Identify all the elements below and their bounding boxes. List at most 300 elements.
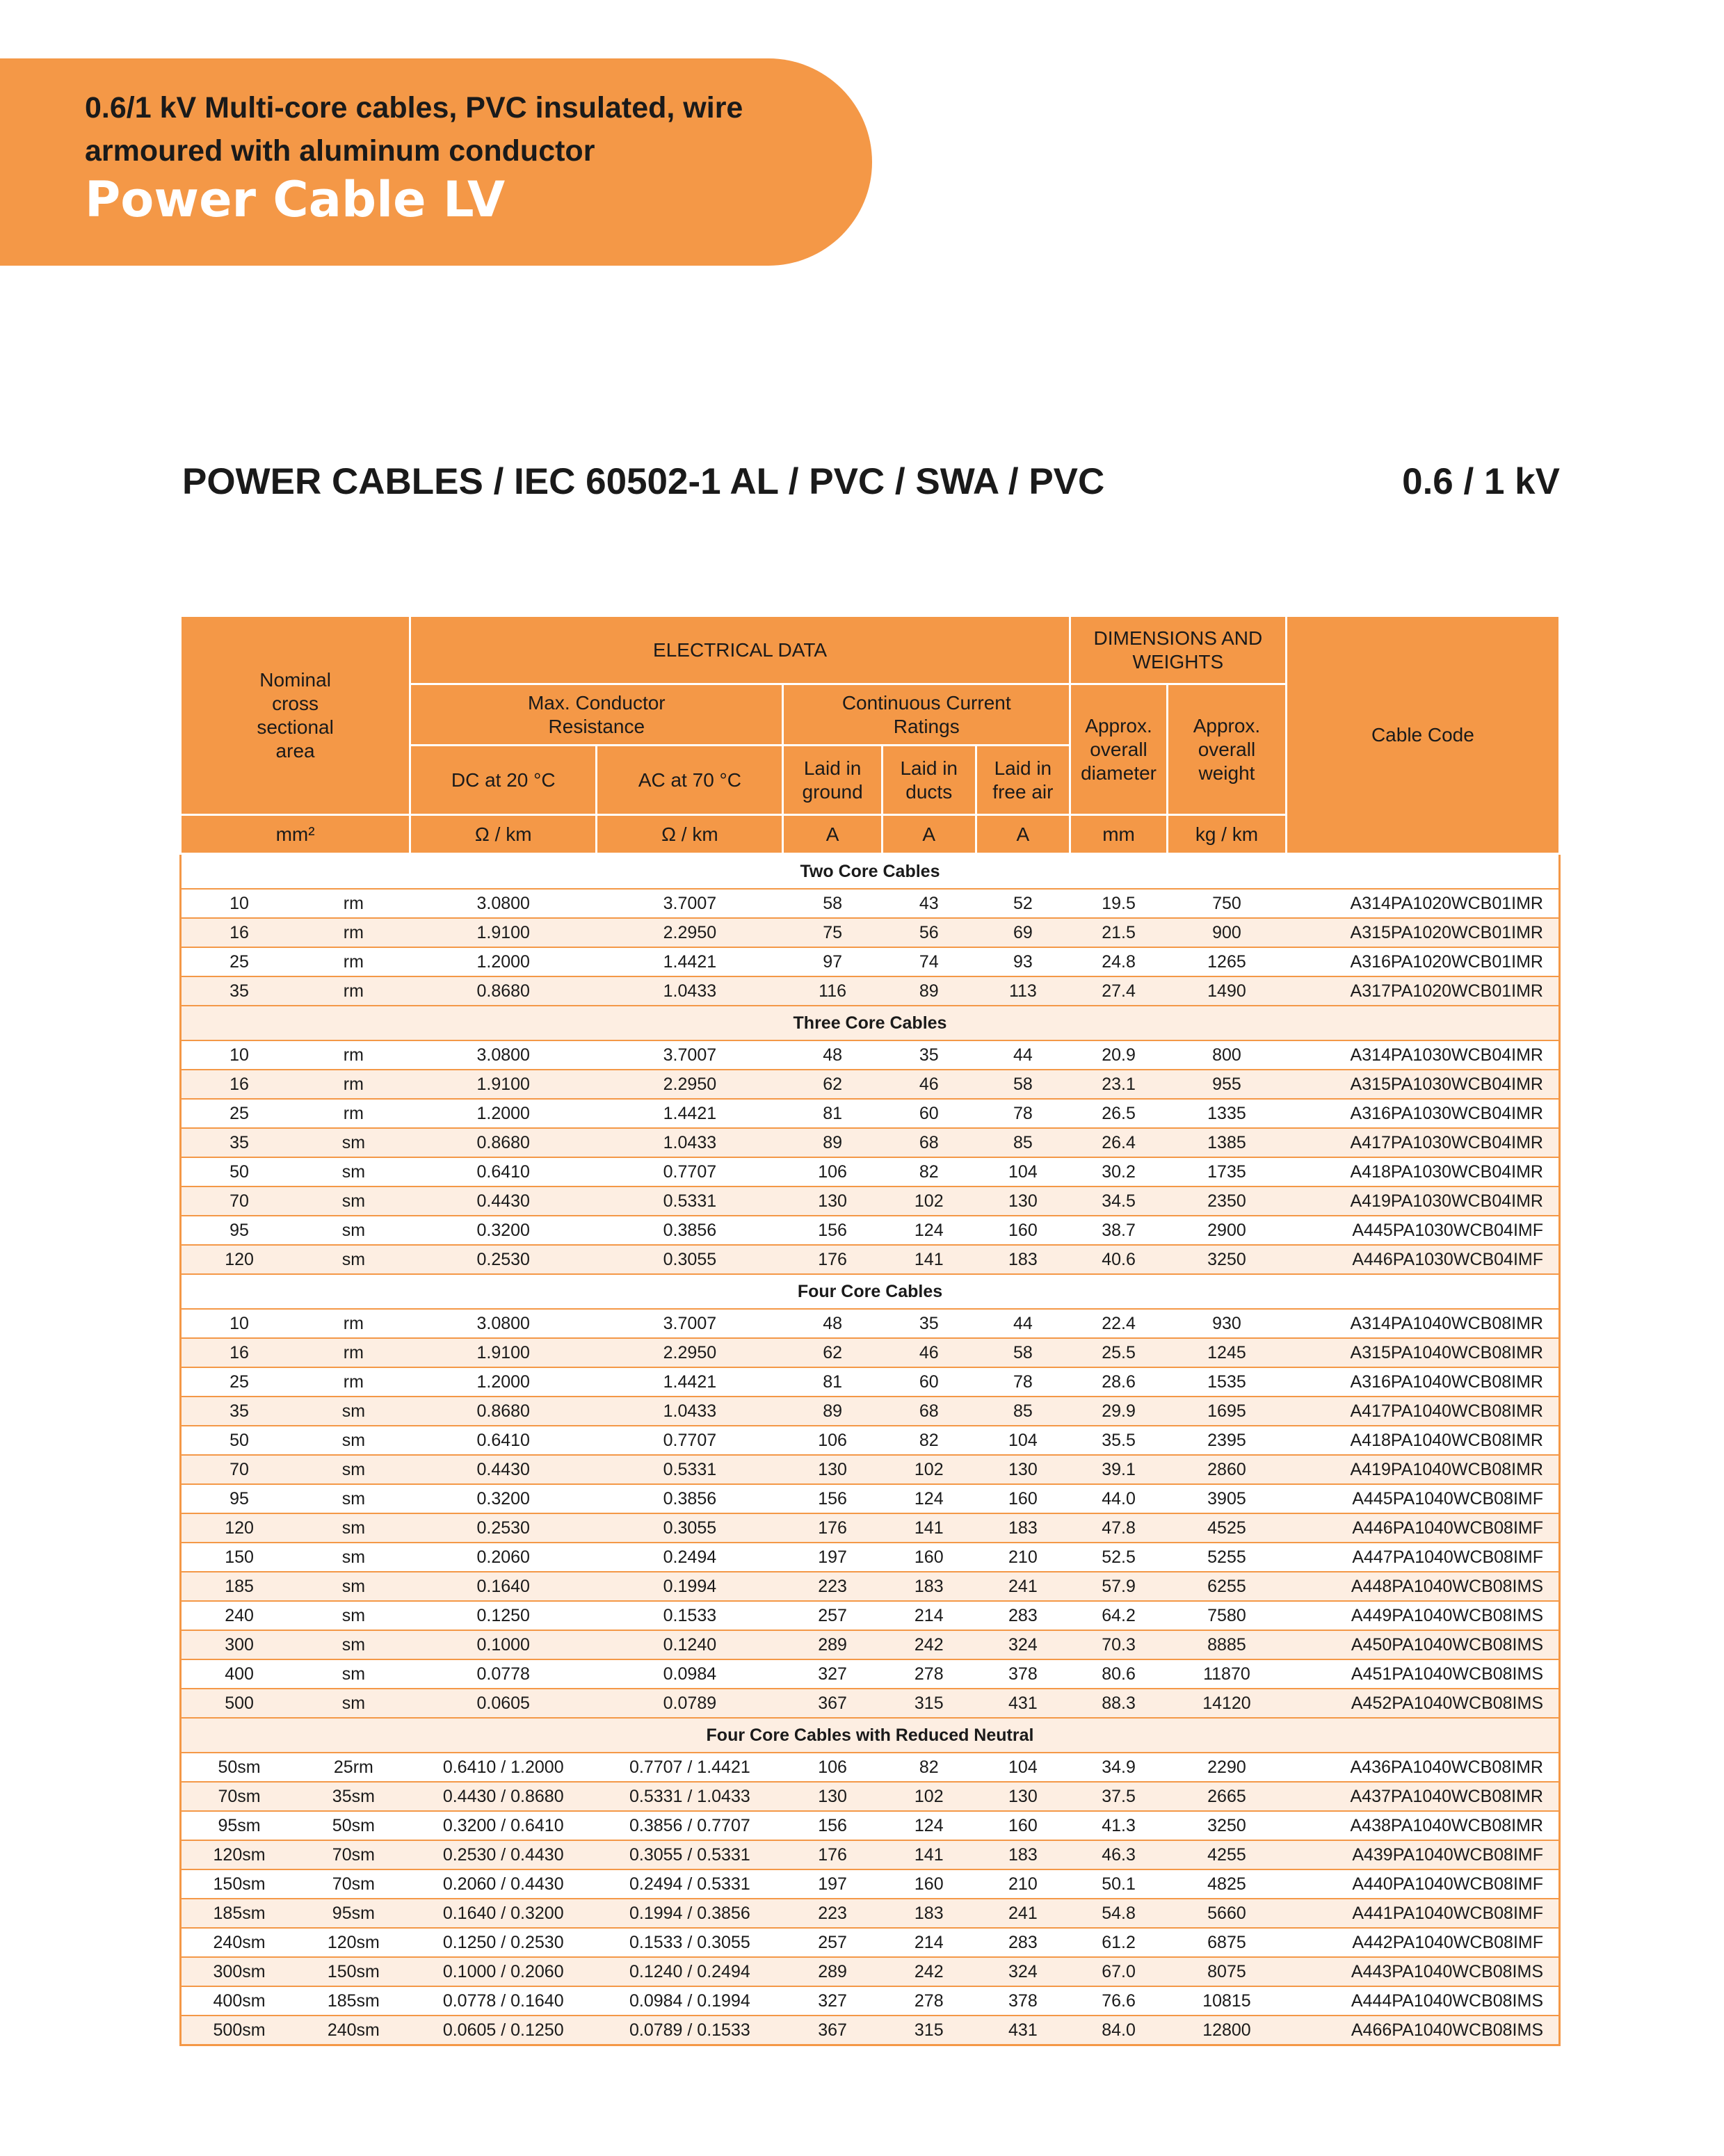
table-row xyxy=(181,1957,1560,1986)
cell-diameter: 19.5 xyxy=(1070,889,1167,918)
table-body xyxy=(181,854,1560,2045)
cell-laid-air: 44 xyxy=(976,1040,1070,1070)
cell-laid-air: 78 xyxy=(976,1099,1070,1128)
cell-area: 25 xyxy=(181,947,298,976)
cell-ac-resistance: 0.1240 xyxy=(597,1630,783,1659)
cell-area: 120sm xyxy=(181,1840,298,1869)
cell-area: 120 xyxy=(181,1513,298,1543)
cell-laid-ground: 89 xyxy=(783,1128,882,1157)
cable-spec-table xyxy=(179,615,1561,2046)
banner-title: Power Cable LV xyxy=(85,171,506,228)
cell-laid-ground: 176 xyxy=(783,1513,882,1543)
cell-laid-ground: 289 xyxy=(783,1630,882,1659)
cell-laid-air: 283 xyxy=(976,1928,1070,1957)
cell-conductor-type: rm xyxy=(297,889,410,918)
cell-laid-air: 85 xyxy=(976,1128,1070,1157)
cell-dc-resistance: 3.0800 xyxy=(410,889,597,918)
cell-dc-resistance: 0.1000 xyxy=(410,1630,597,1659)
cell-laid-ducts: 242 xyxy=(882,1630,976,1659)
cell-diameter: 22.4 xyxy=(1070,1309,1167,1338)
table-row xyxy=(181,918,1560,947)
cell-laid-ducts: 102 xyxy=(882,1186,976,1216)
cell-weight: 4525 xyxy=(1168,1513,1287,1543)
cell-ac-resistance: 0.0984 / 0.1994 xyxy=(597,1986,783,2016)
cell-weight: 4255 xyxy=(1168,1840,1287,1869)
cell-dc-resistance: 1.2000 xyxy=(410,947,597,976)
cell-conductor-type: 185sm xyxy=(297,1986,410,2016)
cell-weight: 5255 xyxy=(1168,1543,1287,1572)
cell-laid-ducts: 35 xyxy=(882,1040,976,1070)
cell-laid-ducts: 102 xyxy=(882,1782,976,1811)
cell-weight: 6255 xyxy=(1168,1572,1287,1601)
cell-conductor-type: 240sm xyxy=(297,2016,410,2045)
cell-dc-resistance: 0.0778 / 0.1640 xyxy=(410,1986,597,2016)
header-banner xyxy=(0,58,872,266)
cell-cable-code: A316PA1020WCB01IMR xyxy=(1286,947,1559,976)
cell-laid-air: 104 xyxy=(976,1426,1070,1455)
cell-dc-resistance: 3.0800 xyxy=(410,1040,597,1070)
cell-laid-air: 283 xyxy=(976,1601,1070,1630)
cell-laid-ducts: 183 xyxy=(882,1572,976,1601)
cell-ac-resistance: 0.0984 xyxy=(597,1659,783,1689)
table-row xyxy=(181,1543,1560,1572)
cell-conductor-type: sm xyxy=(297,1513,410,1543)
section-header-row xyxy=(181,1718,1560,1753)
cell-laid-ducts: 183 xyxy=(882,1899,976,1928)
cell-cable-code: A442PA1040WCB08IMF xyxy=(1286,1928,1559,1957)
unit-ac: Ω / km xyxy=(597,815,783,854)
cell-weight: 12800 xyxy=(1168,2016,1287,2045)
header-laid-ground: Laid in ground xyxy=(783,746,882,815)
cell-dc-resistance: 0.2060 xyxy=(410,1543,597,1572)
cell-laid-ground: 156 xyxy=(783,1216,882,1245)
cell-cable-code: A417PA1030WCB04IMR xyxy=(1286,1128,1559,1157)
cell-laid-ground: 367 xyxy=(783,1689,882,1718)
cell-conductor-type: sm xyxy=(297,1484,410,1513)
cell-ac-resistance: 0.7707 / 1.4421 xyxy=(597,1753,783,1782)
cell-area: 185 xyxy=(181,1572,298,1601)
unit-area: mm² xyxy=(181,815,410,854)
table-row xyxy=(181,1869,1560,1899)
cell-cable-code: A449PA1040WCB08IMS xyxy=(1286,1601,1559,1630)
cell-laid-ground: 130 xyxy=(783,1186,882,1216)
cell-diameter: 27.4 xyxy=(1070,976,1167,1006)
cell-weight: 1695 xyxy=(1168,1397,1287,1426)
cell-diameter: 26.4 xyxy=(1070,1128,1167,1157)
cell-laid-air: 378 xyxy=(976,1986,1070,2016)
cell-laid-ground: 89 xyxy=(783,1397,882,1426)
cell-laid-ducts: 214 xyxy=(882,1928,976,1957)
cell-laid-air: 378 xyxy=(976,1659,1070,1689)
cell-area: 400sm xyxy=(181,1986,298,2016)
cell-diameter: 67.0 xyxy=(1070,1957,1167,1986)
cell-laid-ducts: 160 xyxy=(882,1543,976,1572)
cell-laid-ground: 130 xyxy=(783,1782,882,1811)
cell-weight: 2665 xyxy=(1168,1782,1287,1811)
cell-laid-air: 130 xyxy=(976,1782,1070,1811)
table-row xyxy=(181,1630,1560,1659)
cell-laid-air: 52 xyxy=(976,889,1070,918)
cell-diameter: 34.9 xyxy=(1070,1753,1167,1782)
cell-ac-resistance: 1.4421 xyxy=(597,1099,783,1128)
table-row xyxy=(181,1128,1560,1157)
table-row xyxy=(181,1782,1560,1811)
cell-laid-ground: 81 xyxy=(783,1367,882,1397)
cell-laid-air: 85 xyxy=(976,1397,1070,1426)
cell-cable-code: A446PA1030WCB04IMF xyxy=(1286,1245,1559,1274)
cell-ac-resistance: 0.5331 / 1.0433 xyxy=(597,1782,783,1811)
cell-diameter: 34.5 xyxy=(1070,1186,1167,1216)
cell-ac-resistance: 0.2494 xyxy=(597,1543,783,1572)
table-row xyxy=(181,1099,1560,1128)
header-ac-resistance: AC at 70 °C xyxy=(597,746,783,815)
section-header-row xyxy=(181,1274,1560,1309)
cell-conductor-type: sm xyxy=(297,1157,410,1186)
cell-area: 500sm xyxy=(181,2016,298,2045)
cell-cable-code: A439PA1040WCB08IMF xyxy=(1286,1840,1559,1869)
cell-dc-resistance: 1.2000 xyxy=(410,1367,597,1397)
cell-ac-resistance: 3.7007 xyxy=(597,1040,783,1070)
cell-diameter: 38.7 xyxy=(1070,1216,1167,1245)
cell-cable-code: A445PA1040WCB08IMF xyxy=(1286,1484,1559,1513)
cell-area: 95 xyxy=(181,1216,298,1245)
cell-dc-resistance: 0.0605 / 0.1250 xyxy=(410,2016,597,2045)
header-approx-diameter: Approx. overall diameter xyxy=(1070,684,1167,815)
cell-cable-code: A466PA1040WCB08IMS xyxy=(1286,2016,1559,2045)
cell-laid-ground: 58 xyxy=(783,889,882,918)
cell-weight: 4825 xyxy=(1168,1869,1287,1899)
cell-laid-ducts: 56 xyxy=(882,918,976,947)
table-row xyxy=(181,1157,1560,1186)
cell-dc-resistance: 0.2530 xyxy=(410,1245,597,1274)
cell-ac-resistance: 0.7707 xyxy=(597,1426,783,1455)
cell-cable-code: A451PA1040WCB08IMS xyxy=(1286,1659,1559,1689)
table-row xyxy=(181,1070,1560,1099)
unit-dc: Ω / km xyxy=(410,815,597,854)
cell-ac-resistance: 2.2950 xyxy=(597,918,783,947)
cell-area: 95 xyxy=(181,1484,298,1513)
table-row xyxy=(181,1426,1560,1455)
cell-diameter: 28.6 xyxy=(1070,1367,1167,1397)
cell-laid-ducts: 315 xyxy=(882,2016,976,2045)
cell-cable-code: A418PA1040WCB08IMR xyxy=(1286,1426,1559,1455)
cell-area: 70sm xyxy=(181,1782,298,1811)
cell-diameter: 88.3 xyxy=(1070,1689,1167,1718)
cell-conductor-type: rm xyxy=(297,1367,410,1397)
cell-laid-ground: 106 xyxy=(783,1753,882,1782)
cell-ac-resistance: 0.5331 xyxy=(597,1455,783,1484)
cell-area: 10 xyxy=(181,1040,298,1070)
cell-weight: 14120 xyxy=(1168,1689,1287,1718)
cell-conductor-type: rm xyxy=(297,1309,410,1338)
cell-diameter: 52.5 xyxy=(1070,1543,1167,1572)
cell-laid-ground: 367 xyxy=(783,2016,882,2045)
cell-dc-resistance: 0.2530 xyxy=(410,1513,597,1543)
cell-weight: 1490 xyxy=(1168,976,1287,1006)
cell-conductor-type: rm xyxy=(297,1338,410,1367)
cell-ac-resistance: 0.1240 / 0.2494 xyxy=(597,1957,783,1986)
cell-cable-code: A315PA1020WCB01IMR xyxy=(1286,918,1559,947)
cell-cable-code: A419PA1040WCB08IMR xyxy=(1286,1455,1559,1484)
cell-ac-resistance: 3.7007 xyxy=(597,1309,783,1338)
cell-diameter: 70.3 xyxy=(1070,1630,1167,1659)
cell-weight: 2900 xyxy=(1168,1216,1287,1245)
cell-ac-resistance: 3.7007 xyxy=(597,889,783,918)
cell-ac-resistance: 1.0433 xyxy=(597,976,783,1006)
cell-dc-resistance: 0.6410 xyxy=(410,1426,597,1455)
cell-conductor-type: 95sm xyxy=(297,1899,410,1928)
cell-dc-resistance: 0.1640 / 0.3200 xyxy=(410,1899,597,1928)
cell-area: 25 xyxy=(181,1099,298,1128)
cell-weight: 5660 xyxy=(1168,1899,1287,1928)
cell-weight: 1265 xyxy=(1168,947,1287,976)
unit-air: A xyxy=(976,815,1070,854)
cell-laid-ducts: 74 xyxy=(882,947,976,976)
cell-laid-ground: 48 xyxy=(783,1040,882,1070)
cell-laid-ducts: 60 xyxy=(882,1367,976,1397)
cell-area: 50 xyxy=(181,1157,298,1186)
cell-cable-code: A450PA1040WCB08IMS xyxy=(1286,1630,1559,1659)
table-row xyxy=(181,1689,1560,1718)
cell-laid-air: 324 xyxy=(976,1957,1070,1986)
cell-laid-air: 324 xyxy=(976,1630,1070,1659)
cell-diameter: 84.0 xyxy=(1070,2016,1167,2045)
cell-dc-resistance: 0.3200 xyxy=(410,1484,597,1513)
cell-area: 35 xyxy=(181,1128,298,1157)
cell-conductor-type: 25rm xyxy=(297,1753,410,1782)
cell-conductor-type: sm xyxy=(297,1186,410,1216)
table-row xyxy=(181,1811,1560,1840)
cell-laid-air: 241 xyxy=(976,1572,1070,1601)
cell-laid-ground: 62 xyxy=(783,1070,882,1099)
cell-weight: 1385 xyxy=(1168,1128,1287,1157)
cell-laid-ground: 75 xyxy=(783,918,882,947)
cell-weight: 930 xyxy=(1168,1309,1287,1338)
cell-diameter: 80.6 xyxy=(1070,1659,1167,1689)
cell-dc-resistance: 1.9100 xyxy=(410,1338,597,1367)
cell-laid-ground: 223 xyxy=(783,1899,882,1928)
table-row xyxy=(181,1397,1560,1426)
cell-cable-code: A315PA1040WCB08IMR xyxy=(1286,1338,1559,1367)
cell-laid-ground: 197 xyxy=(783,1543,882,1572)
cell-area: 50 xyxy=(181,1426,298,1455)
cell-conductor-type: rm xyxy=(297,1099,410,1128)
table-row xyxy=(181,1572,1560,1601)
header-laid-air: Laid in free air xyxy=(976,746,1070,815)
cell-laid-ground: 176 xyxy=(783,1245,882,1274)
cell-weight: 10815 xyxy=(1168,1986,1287,2016)
cell-cable-code: A446PA1040WCB08IMF xyxy=(1286,1513,1559,1543)
cell-ac-resistance: 1.0433 xyxy=(597,1128,783,1157)
cell-ac-resistance: 0.5331 xyxy=(597,1186,783,1216)
cell-laid-air: 130 xyxy=(976,1186,1070,1216)
cell-laid-air: 58 xyxy=(976,1070,1070,1099)
cell-area: 300 xyxy=(181,1630,298,1659)
cell-dc-resistance: 3.0800 xyxy=(410,1309,597,1338)
table-row xyxy=(181,1367,1560,1397)
cell-weight: 8075 xyxy=(1168,1957,1287,1986)
cell-area: 25 xyxy=(181,1367,298,1397)
unit-diameter: mm xyxy=(1070,815,1167,854)
table-row xyxy=(181,1186,1560,1216)
cell-conductor-type: rm xyxy=(297,1070,410,1099)
cell-conductor-type: 120sm xyxy=(297,1928,410,1957)
cell-conductor-type: sm xyxy=(297,1572,410,1601)
cell-conductor-type: sm xyxy=(297,1216,410,1245)
cell-conductor-type: sm xyxy=(297,1128,410,1157)
cell-laid-air: 210 xyxy=(976,1543,1070,1572)
cell-ac-resistance: 0.3055 / 0.5331 xyxy=(597,1840,783,1869)
cell-cable-code: A452PA1040WCB08IMS xyxy=(1286,1689,1559,1718)
cell-laid-air: 160 xyxy=(976,1484,1070,1513)
cell-diameter: 29.9 xyxy=(1070,1397,1167,1426)
banner-subtitle: 0.6/1 kV Multi-core cables, PVC insulated, wire armoured with aluminum conductor xyxy=(85,91,743,168)
cell-laid-air: 93 xyxy=(976,947,1070,976)
cell-laid-air: 160 xyxy=(976,1811,1070,1840)
cell-cable-code: A448PA1040WCB08IMS xyxy=(1286,1572,1559,1601)
header-dimensions-weights: DIMENSIONS AND WEIGHTS xyxy=(1070,616,1286,684)
cell-cable-code: A316PA1040WCB08IMR xyxy=(1286,1367,1559,1397)
cell-laid-ducts: 46 xyxy=(882,1338,976,1367)
cell-ac-resistance: 1.0433 xyxy=(597,1397,783,1426)
cell-laid-air: 210 xyxy=(976,1869,1070,1899)
cell-laid-air: 431 xyxy=(976,2016,1070,2045)
cell-ac-resistance: 0.0789 / 0.1533 xyxy=(597,2016,783,2045)
cell-laid-ducts: 242 xyxy=(882,1957,976,1986)
cell-laid-ducts: 124 xyxy=(882,1811,976,1840)
table-row xyxy=(181,1455,1560,1484)
cell-laid-ducts: 315 xyxy=(882,1689,976,1718)
cell-dc-resistance: 0.1250 / 0.2530 xyxy=(410,1928,597,1957)
cell-weight: 2350 xyxy=(1168,1186,1287,1216)
table-row xyxy=(181,1899,1560,1928)
cell-cable-code: A443PA1040WCB08IMS xyxy=(1286,1957,1559,1986)
cell-laid-ducts: 60 xyxy=(882,1099,976,1128)
cell-dc-resistance: 0.8680 xyxy=(410,976,597,1006)
cell-laid-ground: 156 xyxy=(783,1811,882,1840)
cell-area: 50sm xyxy=(181,1753,298,1782)
cell-weight: 8885 xyxy=(1168,1630,1287,1659)
cell-cable-code: A436PA1040WCB08IMR xyxy=(1286,1753,1559,1782)
cell-weight: 1245 xyxy=(1168,1338,1287,1367)
cell-laid-ground: 156 xyxy=(783,1484,882,1513)
cell-conductor-type: 35sm xyxy=(297,1782,410,1811)
cell-area: 70 xyxy=(181,1455,298,1484)
cell-conductor-type: 50sm xyxy=(297,1811,410,1840)
cell-laid-ground: 197 xyxy=(783,1869,882,1899)
cell-diameter: 37.5 xyxy=(1070,1782,1167,1811)
cell-dc-resistance: 1.9100 xyxy=(410,1070,597,1099)
table-header xyxy=(181,616,1560,854)
cell-conductor-type: sm xyxy=(297,1455,410,1484)
cell-cable-code: A317PA1020WCB01IMR xyxy=(1286,976,1559,1006)
cell-laid-ground: 130 xyxy=(783,1455,882,1484)
section-title: Four Core Cables xyxy=(181,1274,1560,1309)
cell-conductor-type: sm xyxy=(297,1397,410,1426)
cell-laid-air: 78 xyxy=(976,1367,1070,1397)
cell-conductor-type: 70sm xyxy=(297,1840,410,1869)
table-row xyxy=(181,1659,1560,1689)
cell-diameter: 23.1 xyxy=(1070,1070,1167,1099)
cell-diameter: 20.9 xyxy=(1070,1040,1167,1070)
cell-cable-code: A438PA1040WCB08IMR xyxy=(1286,1811,1559,1840)
cell-laid-ducts: 278 xyxy=(882,1659,976,1689)
cell-laid-air: 183 xyxy=(976,1245,1070,1274)
cell-ac-resistance: 1.4421 xyxy=(597,1367,783,1397)
cell-cable-code: A314PA1040WCB08IMR xyxy=(1286,1309,1559,1338)
cell-conductor-type: rm xyxy=(297,918,410,947)
cell-dc-resistance: 0.2530 / 0.4430 xyxy=(410,1840,597,1869)
header-dc-resistance: DC at 20 °C xyxy=(410,746,597,815)
cell-cable-code: A444PA1040WCB08IMS xyxy=(1286,1986,1559,2016)
cell-diameter: 21.5 xyxy=(1070,918,1167,947)
cell-area: 150sm xyxy=(181,1869,298,1899)
cell-dc-resistance: 0.4430 xyxy=(410,1186,597,1216)
cell-laid-ducts: 278 xyxy=(882,1986,976,2016)
cell-dc-resistance: 0.8680 xyxy=(410,1128,597,1157)
cell-area: 16 xyxy=(181,1338,298,1367)
cell-weight: 2860 xyxy=(1168,1455,1287,1484)
table-row xyxy=(181,1513,1560,1543)
cell-cable-code: A447PA1040WCB08IMF xyxy=(1286,1543,1559,1572)
cell-dc-resistance: 0.4430 xyxy=(410,1455,597,1484)
cell-conductor-type: 70sm xyxy=(297,1869,410,1899)
header-approx-weight: Approx. overall weight xyxy=(1168,684,1287,815)
header-electrical-data: ELECTRICAL DATA xyxy=(410,616,1070,684)
cell-laid-ducts: 82 xyxy=(882,1753,976,1782)
cell-weight: 1735 xyxy=(1168,1157,1287,1186)
cell-dc-resistance: 1.2000 xyxy=(410,1099,597,1128)
cell-dc-resistance: 0.1000 / 0.2060 xyxy=(410,1957,597,1986)
voltage-rating: 0.6 / 1 kV xyxy=(1402,461,1560,502)
cell-area: 35 xyxy=(181,1397,298,1426)
cell-laid-ground: 62 xyxy=(783,1338,882,1367)
cell-conductor-type: sm xyxy=(297,1601,410,1630)
table-row xyxy=(181,1338,1560,1367)
cell-diameter: 24.8 xyxy=(1070,947,1167,976)
cell-ac-resistance: 0.7707 xyxy=(597,1157,783,1186)
cell-weight: 900 xyxy=(1168,918,1287,947)
cell-laid-air: 104 xyxy=(976,1753,1070,1782)
cell-laid-ground: 257 xyxy=(783,1928,882,1957)
cell-diameter: 76.6 xyxy=(1070,1986,1167,2016)
cell-laid-ground: 97 xyxy=(783,947,882,976)
cell-diameter: 44.0 xyxy=(1070,1484,1167,1513)
cell-conductor-type: rm xyxy=(297,1040,410,1070)
cell-area: 35 xyxy=(181,976,298,1006)
table-row xyxy=(181,1216,1560,1245)
cell-diameter: 47.8 xyxy=(1070,1513,1167,1543)
cell-conductor-type: sm xyxy=(297,1543,410,1572)
cell-ac-resistance: 0.1533 / 0.3055 xyxy=(597,1928,783,1957)
unit-weight: kg / km xyxy=(1168,815,1287,854)
cell-laid-ground: 106 xyxy=(783,1157,882,1186)
cell-ac-resistance: 0.0789 xyxy=(597,1689,783,1718)
cell-cable-code: A314PA1020WCB01IMR xyxy=(1286,889,1559,918)
cell-laid-ducts: 124 xyxy=(882,1484,976,1513)
cell-laid-air: 113 xyxy=(976,976,1070,1006)
cell-laid-ground: 223 xyxy=(783,1572,882,1601)
cell-area: 150 xyxy=(181,1543,298,1572)
cell-cable-code: A314PA1030WCB04IMR xyxy=(1286,1040,1559,1070)
cell-ac-resistance: 0.1994 / 0.3856 xyxy=(597,1899,783,1928)
cell-laid-ground: 48 xyxy=(783,1309,882,1338)
cell-laid-ducts: 141 xyxy=(882,1513,976,1543)
table-row xyxy=(181,2016,1560,2045)
cell-conductor-type: sm xyxy=(297,1426,410,1455)
cell-laid-air: 130 xyxy=(976,1455,1070,1484)
cell-cable-code: A440PA1040WCB08IMF xyxy=(1286,1869,1559,1899)
